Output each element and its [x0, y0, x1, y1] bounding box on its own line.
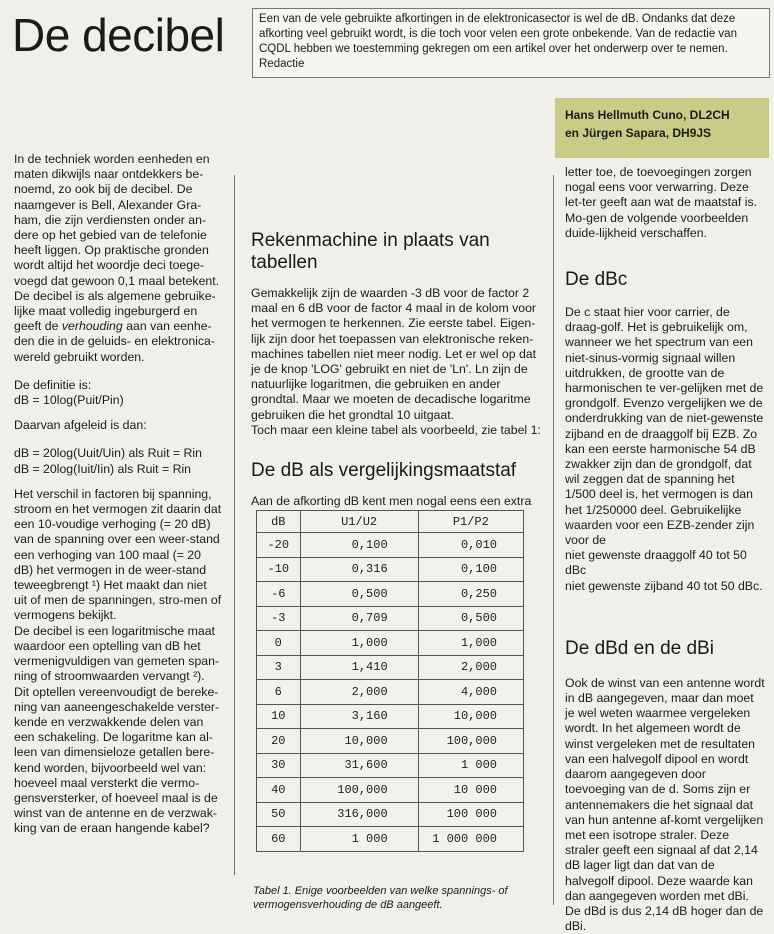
table-cell: 2,000: [300, 680, 418, 705]
column-header: U1/U2: [300, 511, 418, 533]
author-line-2: en Jürgen Sapara, DH9JS: [565, 126, 712, 140]
author-box: [555, 98, 769, 158]
table-cell: 100,000: [418, 729, 523, 754]
table-cell: 4,000: [418, 680, 523, 705]
table-row: [257, 778, 524, 803]
table-cell: -20: [257, 533, 301, 558]
table-cell: 0,709: [300, 606, 418, 631]
column-1: [14, 152, 222, 850]
table-cell: 1 000: [300, 827, 418, 852]
table-cell: 3,160: [300, 704, 418, 729]
table-row: [257, 655, 524, 680]
table-cell: 10 000: [418, 778, 523, 803]
table-cell: 60: [257, 827, 301, 852]
table-caption: Tabel 1. Enige voorbeelden van welke spannings- of vermogensverhouding de dB aangeeft.: [253, 885, 508, 911]
paragraph: Toch maar een kleine tabel als voorbeeld, zie tabel 1:: [251, 422, 541, 437]
table-row: [257, 606, 524, 631]
paragraph: letter toe, de toevoegingen zorgen nogal eens voor verwarring. Deze let-ter geeft aan wat de maatstaf is. Mo-gen de volgende voorbeelden duide-lijkheid verschaffen.: [565, 165, 758, 240]
intro-box: Een van de vele gebruikte afkortingen in de elektronicasector is wel de dB. Ondanks dat deze afkorting veel gebruikt wordt, is die toch voor velen een grote onbekende. Van de redactie van CQDL hebben we toestemming gekregen om een artikel over het onderwerp over te nemen. Redactie: [252, 8, 770, 78]
derived-label: Daarvan afgeleid is dan:: [14, 418, 147, 433]
table-cell: 10,000: [418, 704, 523, 729]
table-row: [257, 631, 524, 656]
table-header-row: [257, 511, 524, 533]
column-divider-left: [234, 175, 235, 875]
paragraph: Aan de afkorting dB kent men nogal eens een extra: [251, 494, 532, 509]
section-heading: De dBc: [565, 269, 628, 291]
table-row: [257, 704, 524, 729]
table-cell: 0,100: [418, 557, 523, 582]
derived-formula-voltage: dB = 20log(Uuit/Uin) als Ruit = Rin: [14, 446, 202, 461]
section-heading: De dBd en de dBi: [565, 637, 714, 659]
table-cell: 10,000: [300, 729, 418, 754]
table-cell: -10: [257, 557, 301, 582]
table-cell: 0: [257, 631, 301, 656]
column-header: P1/P2: [418, 511, 523, 533]
column-header: dB: [257, 511, 301, 533]
table-cell: 0,500: [418, 606, 523, 631]
column-2: [251, 230, 541, 509]
table-cell: 40: [257, 778, 301, 803]
paragraph: In de techniek worden eenheden en maten dikwijls naar ontdekkers be-noemd, zo ook bij de decibel. De naamgever is Bell, Alexander Gra-ham, die zijn verdiensten onder an-dere op het gebied van de telefonie heeft liggen. Op praktische gronden wordt altijd het woordje deci toege-voegd dat gewoon 0,1 maal betekent. De decibel is als algemene gebruike-lijke maat volledig ingeburgerd en geeft de verhouding aan van eenhe-den die in de geluids- en elektronica-wereld gebruikt worden.: [14, 152, 220, 364]
table-cell: -6: [257, 582, 301, 607]
table-cell: 30: [257, 753, 301, 778]
table-cell: 1,000: [418, 631, 523, 656]
decibel-table: [256, 510, 524, 852]
table-row: [257, 827, 524, 852]
table-cell: 20: [257, 729, 301, 754]
table-cell: 100,000: [300, 778, 418, 803]
table-cell: 1,410: [300, 655, 418, 680]
paragraph: Ook de winst van een antenne wordt in dB aangegeven, maar dan moet je wel weten waarmee vergeleken wordt. In het algemeen wordt de winst vergeleken met de resultaten van een halvegolf dipool en wordt daarom aangegeven door toevoeging van de d. Soms zijn er antennemakers die het signaal dat van hun antenne af-komt vergelijken met een isotrope straler. Deze straler geeft een signaal af dat 2,14 dB lager ligt dan dat van de halvegolf dipool. Deze waarde kan dan aangegeven worden met dBi. De dBd is dus 2,14 dB hoger dan de dBi.: [565, 675, 765, 934]
table-row: [257, 680, 524, 705]
table-cell: 1,000: [300, 631, 418, 656]
derived-formula-current: dB = 20log(Iuit/Iin) als Ruit = Rin: [14, 461, 192, 476]
table-row: [257, 557, 524, 582]
dbc-values: niet gewenste draaggolf 40 tot 50 dBc niet gewenste zijband 40 tot 50 dBc.: [565, 548, 763, 593]
table-cell: 10: [257, 704, 301, 729]
table-cell: 0,316: [300, 557, 418, 582]
definition: De definitie is: dB = 10log(Puit/Pin): [14, 377, 124, 408]
column-3: [565, 165, 765, 934]
table-cell: 31,600: [300, 753, 418, 778]
table-row: [257, 533, 524, 558]
table-cell: 50: [257, 802, 301, 827]
table-cell: 1 000 000: [418, 827, 523, 852]
table-cell: 0,010: [418, 533, 523, 558]
paragraph: De c staat hier voor carrier, de draag-golf. Het is gebruikelijk om, wanneer we het spectrum van een niet-sinus-vormig signaal willen uitdrukken, de grootte van de harmonischen te ver-gelijken met de grondgolf. Evenzo vergelijken we de onderdrukking van de niet-gewenste zijband en de draaggolf bij EZB. Zo kan een eerste harmonische 54 dB zwakker zijn dan de grondgolf, dat wil zeggen dat de spanning het 1/500 deel is, het vermogen is dan het 1/250000 deel. Gebruikelijke waarden voor een EZB-zender zijn voor de: [565, 305, 764, 548]
paragraph: Het verschil in factoren bij spanning, stroom en het vermogen zit daarin dat een 10-voudige verhoging (= 20 dB) van de spanning over een weer-stand een verhoging van 100 maal (= 20 dB) het vermogen in de weer-stand teweegbrengt ¹) Het maakt dan niet uit of men de spanningen, stro-men of vermogens bekijkt.: [14, 486, 222, 623]
table-row: [257, 729, 524, 754]
table-cell: 1 000: [418, 753, 523, 778]
table-cell: 0,500: [300, 582, 418, 607]
column-divider-right: [553, 175, 554, 905]
paragraph: De decibel is een logaritmische maat waardoor een optelling van dB het vermenigvuldigen van gemeten span-ning of stroomwaarden vervangt ²). Dit optellen vereenvoudigt de bereke-ning van aaneengeschakelde verster-kende en verzwakkende delen van een schakeling. De logaritme kan al-leen van dimensieloze getallen bere-kend worden, bijvoorbeeld wel van: hoeveel maal versterkt die vermo-gensversterker, of hoeveel maal is de winst van de antenne en de verzwak-king van de eraan hangende kabel?: [14, 623, 220, 836]
author-line-1: Hans Hellmuth Cuno, DL2CH: [565, 108, 730, 122]
table-cell: 100 000: [418, 802, 523, 827]
section-heading: De dB als vergelijkingsmaatstaf: [251, 460, 517, 482]
derived-formulas: [14, 446, 222, 476]
article-title: De decibel: [12, 9, 225, 61]
table-cell: -3: [257, 606, 301, 631]
table-cell: 2,000: [418, 655, 523, 680]
paragraph: Gemakkelijk zijn de waarden -3 dB voor de factor 2 maal en 6 dB voor de factor 4 maal in de kolom voor het vermogen te herkennen. Zie eerste tabel. Eigen-lijk zijn door het toepassen van elektronische reken-machines tabellen niet meer nodig. Let er wel op dat je de knop 'LOG' gebruikt en niet de 'Ln'. Ln zijn de natuurlijke logaritmen, die gebruiken en ander grondtal. Maar we moeten de decadische logaritme gebruiken die het grondtal 10 uitgaat.: [251, 286, 537, 422]
table-cell: 316,000: [300, 802, 418, 827]
table-cell: 6: [257, 680, 301, 705]
table-row: [257, 582, 524, 607]
table-row: [257, 802, 524, 827]
definition-formula: dB = 10log(Puit/Pin): [14, 393, 124, 408]
section-heading: Rekenmachine in plaats van tabellen: [251, 230, 490, 273]
table-cell: 3: [257, 655, 301, 680]
table-row: [257, 753, 524, 778]
table-cell: 0,250: [418, 582, 523, 607]
table-cell: 0,100: [300, 533, 418, 558]
